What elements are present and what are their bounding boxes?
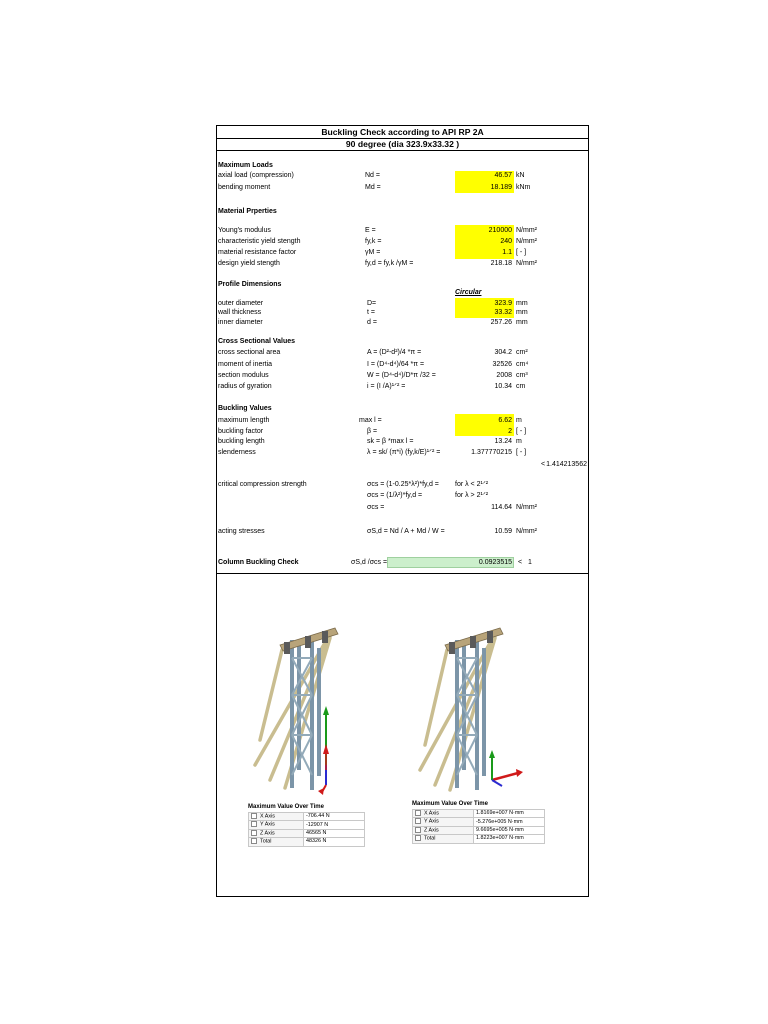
row-label: slenderness [218, 449, 256, 456]
slenderness-limit: 1.414213562 [546, 461, 587, 468]
row-label: section modulus [218, 372, 269, 379]
row-symbol: W = (D⁴-d⁴)/D*π /32 = [367, 372, 436, 379]
row-label: buckling factor [218, 428, 264, 435]
row-value: 13.24 [494, 438, 512, 445]
structure-render-left [250, 620, 360, 800]
row-symbol: d = [367, 319, 377, 326]
row-value: 114.64 [491, 504, 512, 511]
row-label: buckling length [218, 438, 265, 445]
row-value: 218.18 [490, 260, 512, 267]
section-cross-sectional: Cross Sectional Values [218, 338, 296, 345]
checkbox[interactable] [251, 813, 257, 819]
row-label: Young's modulus [218, 227, 271, 234]
table-heading: Maximum Value Over Time [412, 801, 488, 807]
row-symbol: t = [367, 309, 375, 316]
row-value: 2 [508, 428, 512, 435]
row-unit: mm [516, 309, 528, 316]
table-row: Y Axis -12907 N [249, 821, 365, 829]
row-symbol: Nd = [365, 172, 380, 179]
row-label: outer diameter [218, 300, 264, 307]
row-label: acting stresses [218, 528, 265, 535]
row-symbol: A = (D²-d²)/4 *π = [367, 349, 422, 356]
row-unit: N/mm² [516, 504, 537, 511]
row-label: inner diameter [218, 319, 263, 326]
row-value: 46.57 [494, 172, 512, 179]
row-value: 210000 [488, 227, 512, 234]
row-unit: cm⁴ [516, 361, 529, 368]
row-unit: [ - ] [516, 428, 527, 435]
check-one: 1 [528, 559, 532, 566]
condition: for λ > 2¹ᐟ² [455, 492, 489, 499]
row-label: characteristic yield stength [218, 238, 301, 245]
row-symbol: σcs = (1-0.25*λ²)*fy,d = [367, 481, 439, 488]
less-than: < [541, 461, 546, 468]
row-value: 1.377770215 [471, 449, 512, 456]
table-row: Y Axis -5.276e+005 N·mm [413, 818, 545, 826]
row-unit: N/mm² [516, 260, 537, 267]
sheet-title: Buckling Check according to API RP 2A [217, 126, 588, 139]
row-unit: mm [516, 319, 528, 326]
row-value: 10.59 [494, 528, 512, 535]
row-value: 323.9 [494, 300, 512, 307]
row-value: 32526 [492, 361, 512, 368]
reaction-moment-table [412, 801, 545, 844]
row-value: 240 [500, 238, 512, 245]
row-label: design yield stength [218, 260, 280, 267]
reaction-force-table [248, 804, 365, 847]
row-symbol: max l = [359, 417, 382, 424]
row-unit: kN [516, 172, 525, 179]
checkbox[interactable] [251, 821, 257, 827]
structure-render-right [410, 620, 530, 800]
table-heading: Maximum Value Over Time [248, 804, 324, 810]
row-symbol: γM = [365, 249, 381, 256]
row-unit: [ - ] [516, 249, 527, 256]
row-symbol: σcs = (1/λ²)*fy,d = [367, 492, 423, 499]
section-material: Material Prperties [218, 208, 277, 215]
row-unit: cm [516, 383, 526, 390]
section-maximum-loads: Maximum Loads [218, 162, 273, 169]
row-unit: cm² [516, 349, 528, 356]
row-unit: N/mm² [516, 238, 537, 245]
row-value: 10.34 [494, 383, 512, 390]
row-symbol: fy,k = [365, 238, 382, 245]
row-label: cross sectional area [218, 349, 281, 356]
row-symbol: σcs = [367, 504, 385, 511]
row-value: 304.2 [494, 349, 512, 356]
row-value: 2008 [496, 372, 512, 379]
row-label: critical compression strength [218, 481, 307, 488]
row-symbol: Md = [365, 184, 381, 191]
row-label: material resistance factor [218, 249, 297, 256]
condition: for λ < 2¹ᐟ² [455, 481, 489, 488]
checkbox[interactable] [415, 827, 421, 833]
row-symbol: sk = β *max l = [367, 438, 414, 445]
row-unit: m [516, 417, 522, 424]
checkbox[interactable] [251, 830, 257, 836]
section-divider [217, 573, 588, 574]
table-row: Z Axis 9.6695e+005 N·mm [413, 826, 545, 834]
table-row: Z Axis 46565 N [249, 829, 365, 837]
checkbox[interactable] [251, 838, 257, 844]
section-profile: Profile Dimensions [218, 281, 282, 288]
row-value: 18.189 [490, 184, 512, 191]
check-label: Column Buckling Check [218, 559, 299, 566]
checkbox[interactable] [415, 835, 421, 841]
row-label: axial load (compression) [218, 172, 294, 179]
row-unit: m [516, 438, 522, 445]
row-symbol: I = (D⁴-d⁴)/64 *π = [367, 361, 425, 368]
row-value: 257.26 [490, 319, 512, 326]
table-row: Total 1.8223e+007 N·mm [413, 835, 545, 843]
row-unit: kNm [516, 184, 531, 191]
section-buckling: Buckling Values [218, 405, 272, 412]
row-symbol: fy,d = fy,k /γM = [365, 260, 414, 267]
row-symbol: σS,d = Nd / A + Md / W = [367, 528, 445, 535]
row-label: bending moment [218, 184, 271, 191]
row-value: 33.32 [494, 309, 512, 316]
row-value: 1.1 [502, 249, 512, 256]
check-lt: < [518, 559, 523, 566]
row-label: moment of inertia [218, 361, 273, 368]
row-value: 6.62 [498, 417, 512, 424]
row-symbol: i = (I /A)¹ᐟ² = [367, 383, 406, 390]
row-label: radius of gyration [218, 383, 272, 390]
row-symbol: λ = sk/ (π*i) (fy,k/E)¹ᐟ² = [367, 449, 441, 456]
row-unit: N/mm² [516, 528, 537, 535]
table-row: X Axis 1.8169e+007 N·mm [413, 810, 545, 818]
checkbox[interactable] [415, 818, 421, 824]
row-unit: cm³ [516, 372, 528, 379]
sheet-subtitle: 90 degree (dia 323.9x33.32 ) [217, 138, 588, 151]
row-unit: N/mm² [516, 227, 537, 234]
row-symbol: E = [365, 227, 376, 234]
table-row: Total 48326 N [249, 838, 365, 846]
row-label: maximum length [218, 417, 270, 424]
check-symbol: σS,d /σcs = [351, 559, 388, 566]
row-unit: [ - ] [516, 449, 527, 456]
checkbox[interactable] [415, 810, 421, 816]
row-symbol: β = [367, 428, 378, 435]
row-unit: mm [516, 300, 528, 307]
table-row: X Axis -706.44 N [249, 813, 365, 821]
row-symbol: D= [367, 300, 377, 307]
profile-type: Circular [455, 289, 482, 296]
row-label: wall thickness [218, 309, 262, 316]
check-value: 0.0923515 [478, 559, 512, 566]
